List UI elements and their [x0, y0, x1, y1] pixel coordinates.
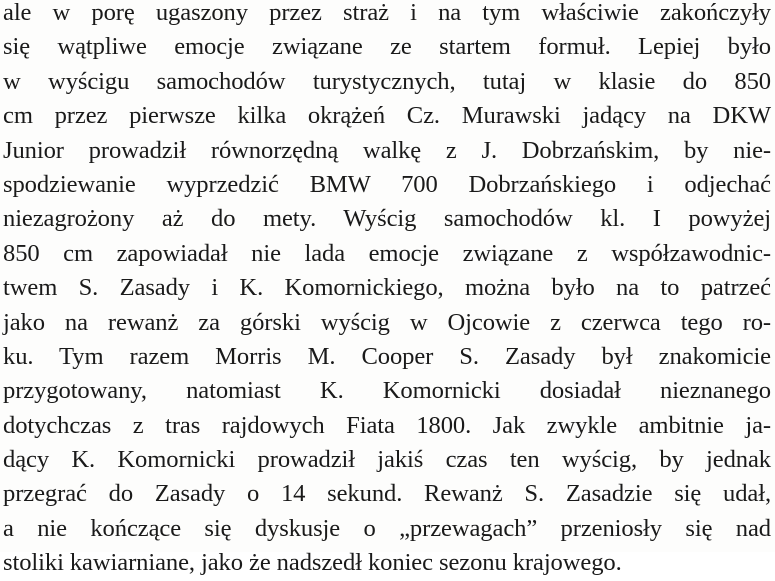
text-line: jako na rewanż za górski wyścig w Ojcowie z czerwca tego ro-: [3, 308, 771, 336]
text-line: niezagrożony aż do mety. Wyścig samochodów kl. I powyżej: [3, 205, 771, 233]
text-line: ale w porę ugaszony przez straż i na tym właściwie zakończyły: [3, 0, 771, 26]
text-line: przygotowany, natomiast K. Komornicki dosiadał nieznanego: [3, 377, 771, 405]
text-line: Junior prowadził równorzędną walkę z J. Dobrzańskim, by nie-: [3, 136, 771, 164]
text-line: przegrać do Zasady o 14 sekund. Rewanż S. Zasadzie się udał,: [3, 480, 771, 508]
text-line: się wątpliwe emocje związane ze startem formuł. Lepiej było: [3, 33, 771, 61]
text-line: ku. Tym razem Morris M. Cooper S. Zasady był znakomicie: [3, 342, 771, 370]
text-line: dotychczas z tras rajdowych Fiata 1800. Jak zwykle ambitnie ja-: [3, 411, 771, 439]
text-line: a nie kończące się dyskusje o „przewagach” przeniosły się nad: [3, 514, 771, 542]
text-line: dący K. Komornicki prowadził jakiś czas ten wyścig, by jednak: [3, 446, 771, 474]
text-line: twem S. Zasady i K. Komornickiego, można było na to patrzeć: [3, 274, 771, 302]
text-line: cm przez pierwsze kilka okrążeń Cz. Murawski jadący na DKW: [3, 102, 771, 130]
text-line: stoliki kawiarniane, jako że nadszedł koniec sezonu krajowego.: [3, 549, 622, 577]
text-line: spodziewanie wyprzedzić BMW 700 Dobrzańskiego i odjechać: [3, 170, 771, 198]
text-line: w wyścigu samochodów turystycznych, tutaj w klasie do 850: [3, 67, 771, 95]
text-line: 850 cm zapowiadał nie lada emocje związane z współzawodnic-: [3, 239, 771, 267]
body-paragraph: [3, 0, 771, 581]
